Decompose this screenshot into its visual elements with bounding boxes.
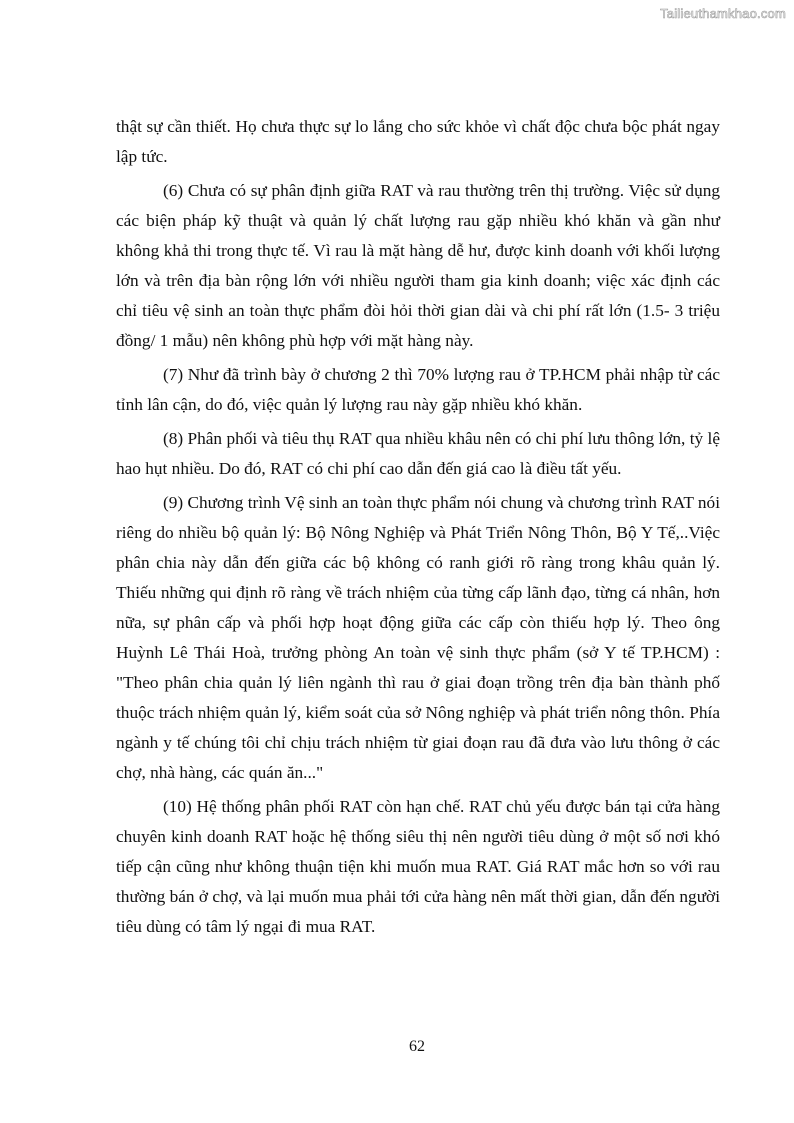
paragraph-item-6: (6) Chưa có sự phân định giữa RAT và rau thường trên thị trường. Việc sử dụng các biện pháp kỹ thuật và quản lý chất lượng rau gặp nhiều khó khăn và gần như không khả thi trong thực tế. Vì rau là mặt hàng dễ hư, được kinh doanh với khối lượng lớn và trên địa bàn rộng lớn với nhiều người tham gia kinh doanh; việc xác định các chỉ tiêu vệ sinh an toàn thực phẩm đòi hỏi thời gian dài và chi phí rất lớn (1.5- 3 triệu đồng/ 1 mẫu) nên không phù hợp với mặt hàng này. bbox=[116, 181, 720, 350]
paragraph-continuation: thật sự cần thiết. Họ chưa thực sự lo lắng cho sức khỏe vì chất độc chưa bộc phát ngay lập tức. bbox=[116, 117, 720, 166]
paragraph-item-10: (10) Hệ thống phân phối RAT còn hạn chế. RAT chủ yếu được bán tại cửa hàng chuyên kinh doanh RAT hoặc hệ thống siêu thị nên người tiêu dùng ở một số nơi khó tiếp cận cũng như không thuận tiện khi muốn mua RAT. Giá RAT mắc hơn so với rau thường bán ở chợ, và lại muốn mua phải tới cửa hàng nên mất thời gian, dẫn đến người tiêu dùng có tâm lý ngại đi mua RAT. bbox=[116, 797, 720, 936]
paragraph-item-9: (9) Chương trình Vệ sinh an toàn thực phẩm nói chung và chương trình RAT nói riêng do nhiều bộ quản lý: Bộ Nông Nghiệp và Phát Triển Nông Thôn, Bộ Y Tế,..Việc phân chia này dẫn đến giữa các bộ không có ranh giới rõ ràng trong khâu quản lý. Thiếu những qui định rõ ràng về trách nhiệm của từng cấp lãnh đạo, từng cá nhân, hơn nữa, sự phân cấp và phối hợp hoạt động giữa các cấp còn thiếu hợp lý. Theo ông Huỳnh Lê Thái Hoà, trưởng phòng An toàn vệ sinh thực phẩm (sở Y tế TP.HCM) : "Theo phân chia quản lý liên ngành thì rau ở giai đoạn trồng trên địa bàn thành phố thuộc trách nhiệm quản lý, kiểm soát của sở Nông nghiệp và phát triển nông thôn. Phía ngành y tế chúng tôi chỉ chịu trách nhiệm từ giai đoạn rau đã đưa vào lưu thông ở các chợ, nhà hàng, các quán ăn..." bbox=[116, 493, 720, 782]
paragraph-item-8: (8) Phân phối và tiêu thụ RAT qua nhiều khâu nên có chi phí lưu thông lớn, tỷ lệ hao hụt nhiều. Do đó, RAT có chi phí cao dẫn đến giá cao là điều tất yếu. bbox=[116, 429, 720, 478]
document-body bbox=[116, 112, 720, 946]
paragraph-item-7: (7) Như đã trình bày ở chương 2 thì 70% lượng rau ở TP.HCM phải nhập từ các tỉnh lân cận, do đó, việc quản lý lượng rau này gặp nhiều khó khăn. bbox=[116, 365, 720, 414]
watermark-text: Tailieuthamkhao.com bbox=[660, 6, 786, 21]
page-number: 62 bbox=[409, 1038, 425, 1055]
